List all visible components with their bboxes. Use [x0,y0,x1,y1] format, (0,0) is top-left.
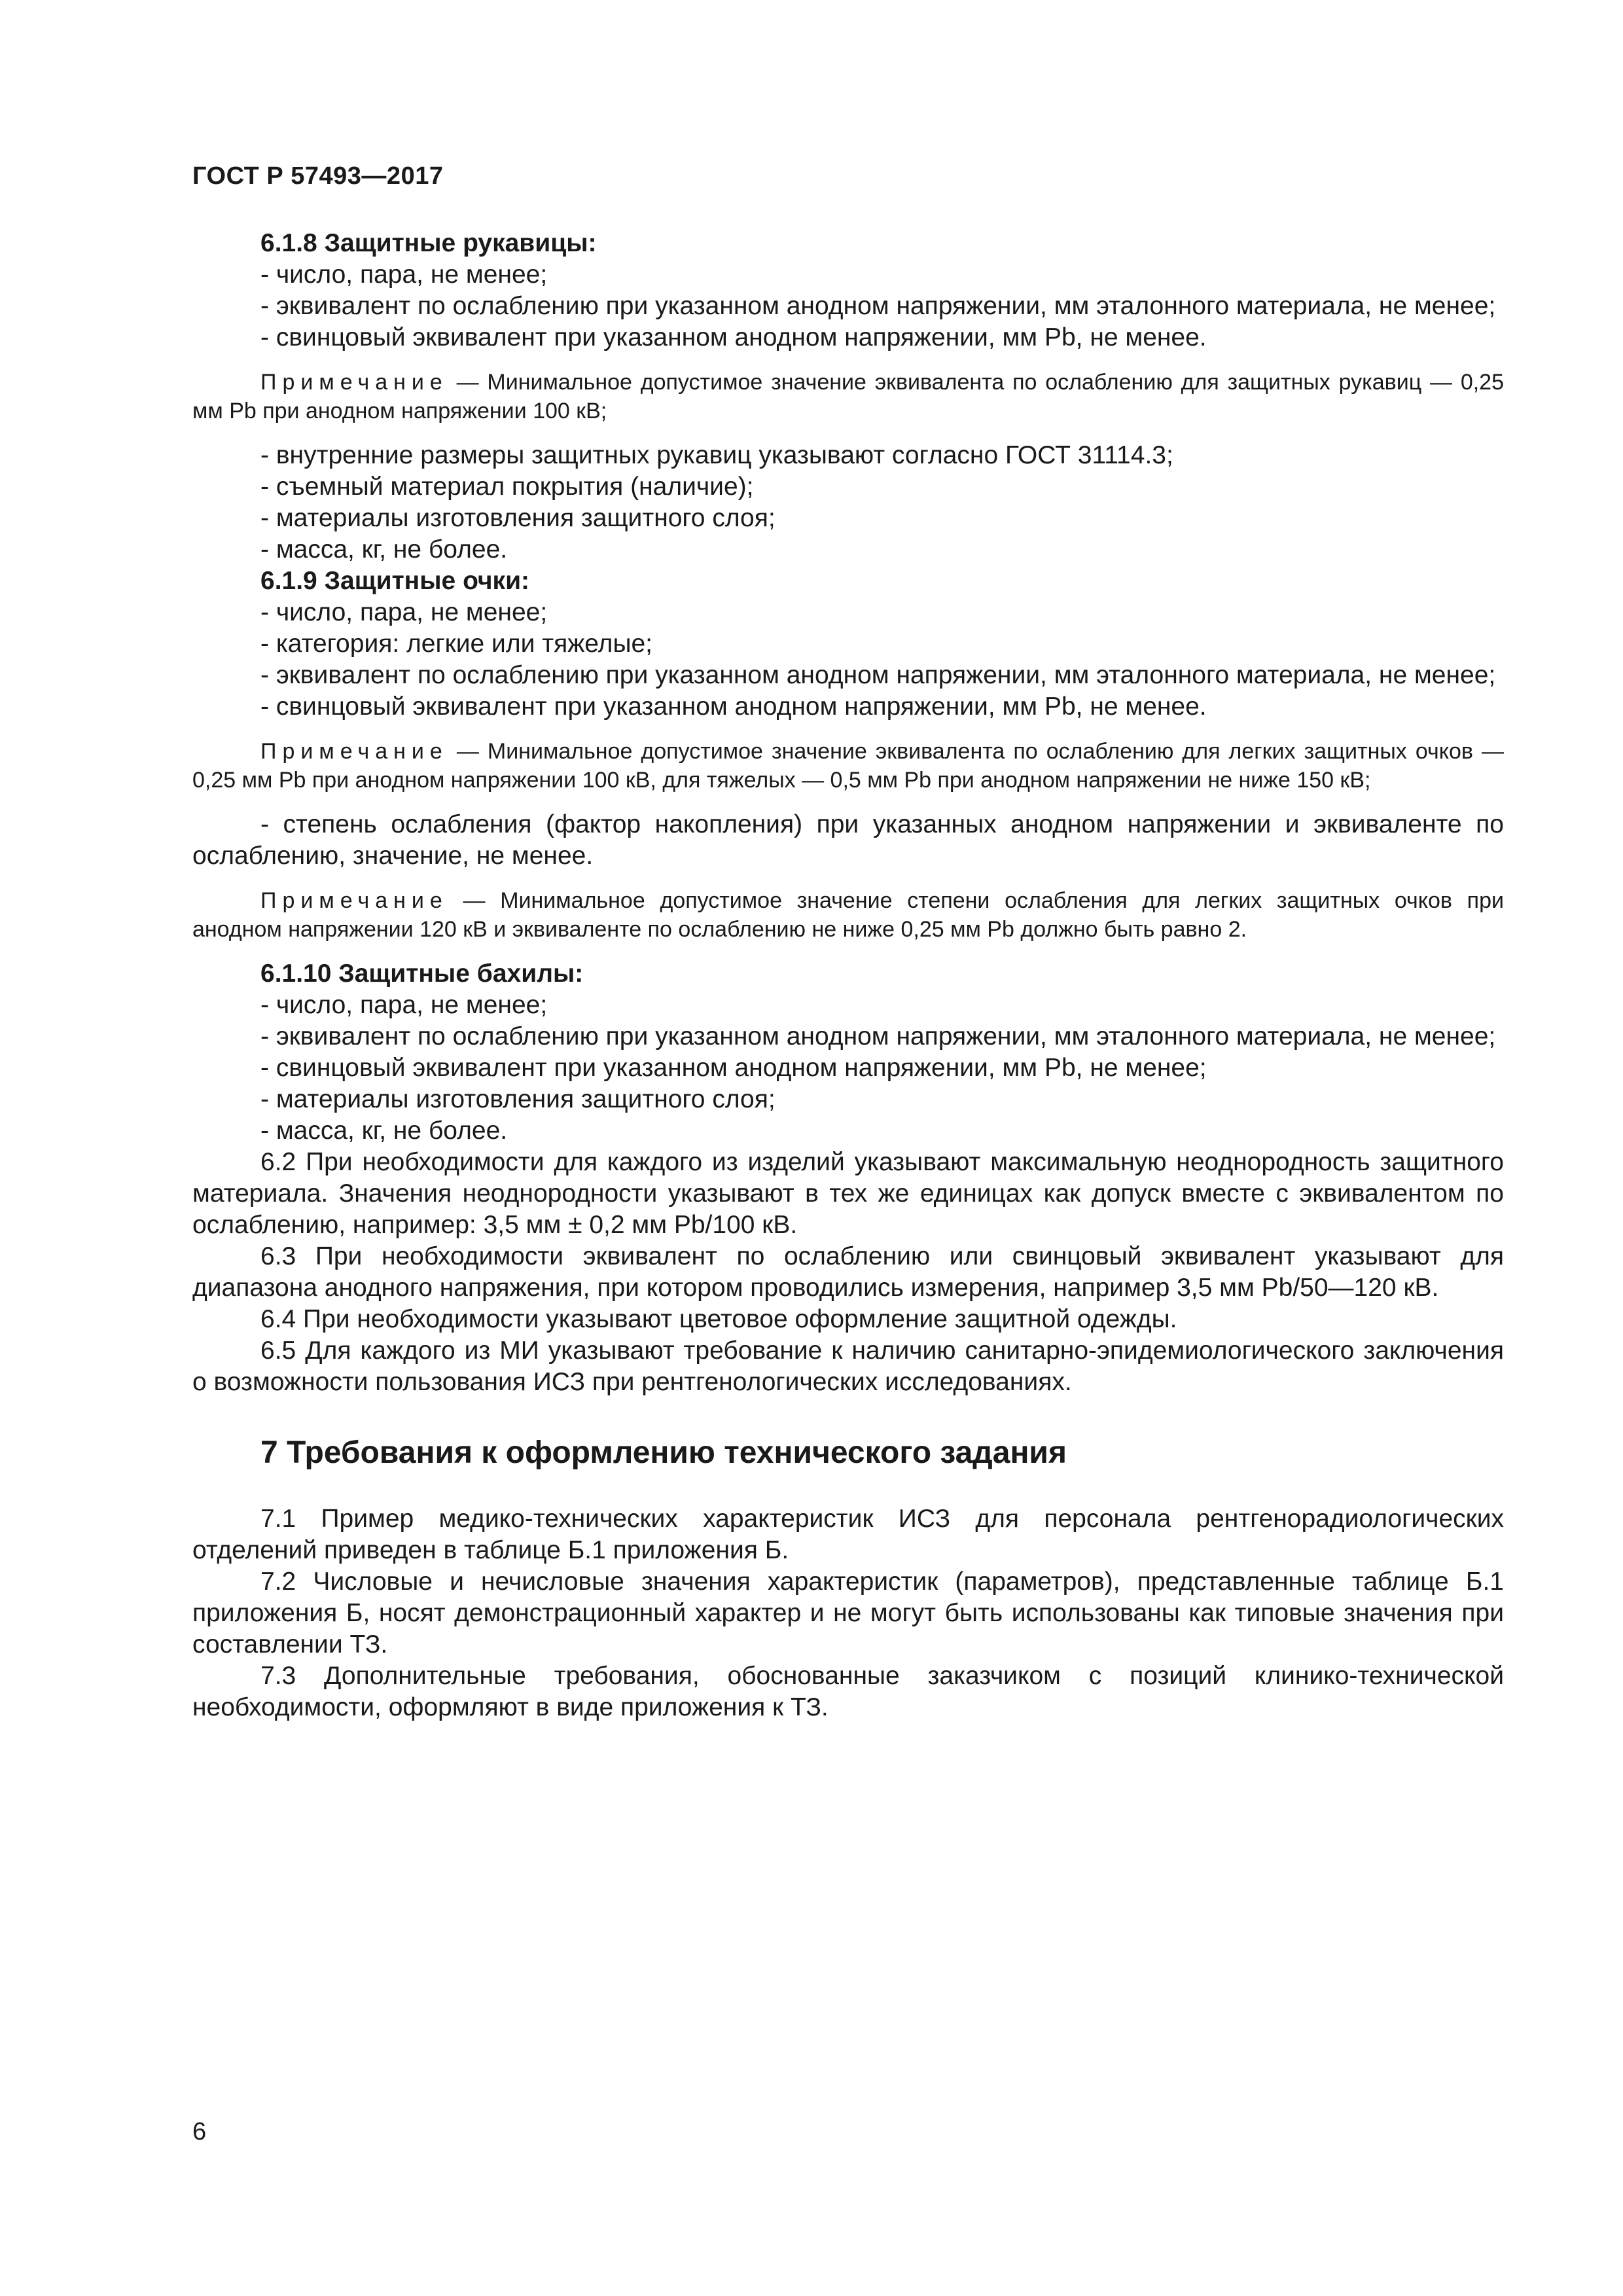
section-7-title: 7 Требования к оформлению технического задания [260,1435,1067,1470]
page-number: 6 [192,2118,207,2145]
list-item: - съемный материал покрытия (наличие); [260,473,754,501]
list-item: - внутренние размеры защитных рукавиц указывают согласно ГОСТ 31114.3; [260,441,1173,469]
heading-6-1-8: 6.1.8 Защитные рукавицы: [260,229,597,257]
page-content [192,228,1504,1723]
paragraph-6-4: 6.4 При необходимости указывают цветовое оформление защитной одежды. [260,1305,1177,1333]
note-text: — Минимальное допустимое значение эквивалента по ослаблению для защитных рукавиц — 0,25 мм Pb при анодном напряжении 100 кВ; [192,370,1504,423]
paragraph-6-3: 6.3 При необходимости эквивалент по ослаблению или свинцовый эквивалент указывают для диапазона анодного напряжения, при котором проводились измерения, например 3,5 мм Pb/50—120 кВ. [192,1242,1504,1302]
paragraph-6-2: 6.2 При необходимости для каждого из изделий указывают максимальную неоднородность защитного материала. Значения неоднородности указывают в тех же единицах как допуск вместе с эквивалентом по ослаблению, например: 3,5 мм ± 0,2 мм Pb/100 кВ. [192,1148,1504,1239]
list-item: - свинцовый эквивалент при указанном анодном напряжении, мм Pb, не менее; [260,1054,1207,1082]
list-item: - число, пара, не менее; [260,598,548,626]
note-6-1-9-b [192,886,1504,944]
paragraph-7-3: 7.3 Дополнительные требования, обоснованные заказчиком с позиций клинико-технической необходимости, оформляют в виде приложения к ТЗ. [192,1662,1504,1721]
list-item: - масса, кг, не более. [260,535,508,564]
list-item: - материалы изготовления защитного слоя; [260,504,776,532]
list-item: - число, пара, не менее; [260,260,548,289]
note-label: Примечание [260,739,448,764]
list-item: - свинцовый эквивалент при указанном анодном напряжении, мм Pb, не менее. [260,692,1207,721]
heading-6-1-9: 6.1.9 Защитные очки: [260,567,530,595]
list-item: - категория: легкие или тяжелые; [260,630,652,658]
note-6-1-9-a [192,737,1504,795]
list-item: - число, пара, не менее; [260,991,548,1019]
list-item: - свинцовый эквивалент при указанном анодном напряжении, мм Pb, не менее. [260,323,1207,351]
list-item: - степень ослабления (фактор накопления) при указанных анодном напряжении и эквиваленте по ослаблению, значение, не менее. [192,810,1504,870]
paragraph-7-2: 7.2 Числовые и нечисловые значения характеристик (параметров), представленные таблице Б.1 приложения Б, носят демонстрационный характер и не могут быть использованы как типовые значения при составлении ТЗ. [192,1568,1504,1659]
note-6-1-8 [192,368,1504,425]
paragraph-6-5: 6.5 Для каждого из МИ указывают требование к наличию санитарно-эпидемиологического заключения о возможности пользования ИСЗ при рентгенологических исследованиях. [192,1336,1504,1396]
note-label: Примечание [260,888,448,913]
standard-header: ГОСТ Р 57493—2017 [192,162,444,190]
list-item: - масса, кг, не более. [260,1117,508,1145]
note-text: — Минимальное допустимое значение степени ослабления для легких защитных очков при анодном напряжении 120 кВ и эквиваленте по ослаблению не ниже 0,25 мм Pb должно быть равно 2. [192,888,1504,942]
note-text: — Минимальное допустимое значение эквивалента по ослаблению для легких защитных очков — 0,25 мм Pb при анодном напряжении 100 кВ, для тяжелых — 0,5 мм Pb при анодном напряжении не ниже 150 кВ; [192,739,1504,793]
list-item: - материалы изготовления защитного слоя; [260,1085,776,1113]
heading-6-1-10: 6.1.10 Защитные бахилы: [260,960,584,988]
paragraph-7-1: 7.1 Пример медико-технических характеристик ИСЗ для персонала рентгенорадиологических отделений приведен в таблице Б.1 приложения Б. [192,1505,1504,1564]
list-item: - эквивалент по ослаблению при указанном анодном напряжении, мм эталонного материала, не менее; [260,292,1496,320]
list-item: - эквивалент по ослаблению при указанном анодном напряжении, мм эталонного материала, не менее; [260,661,1496,689]
list-item: - эквивалент по ослаблению при указанном анодном напряжении, мм эталонного материала, не менее; [260,1022,1496,1050]
note-label: Примечание [260,370,448,395]
